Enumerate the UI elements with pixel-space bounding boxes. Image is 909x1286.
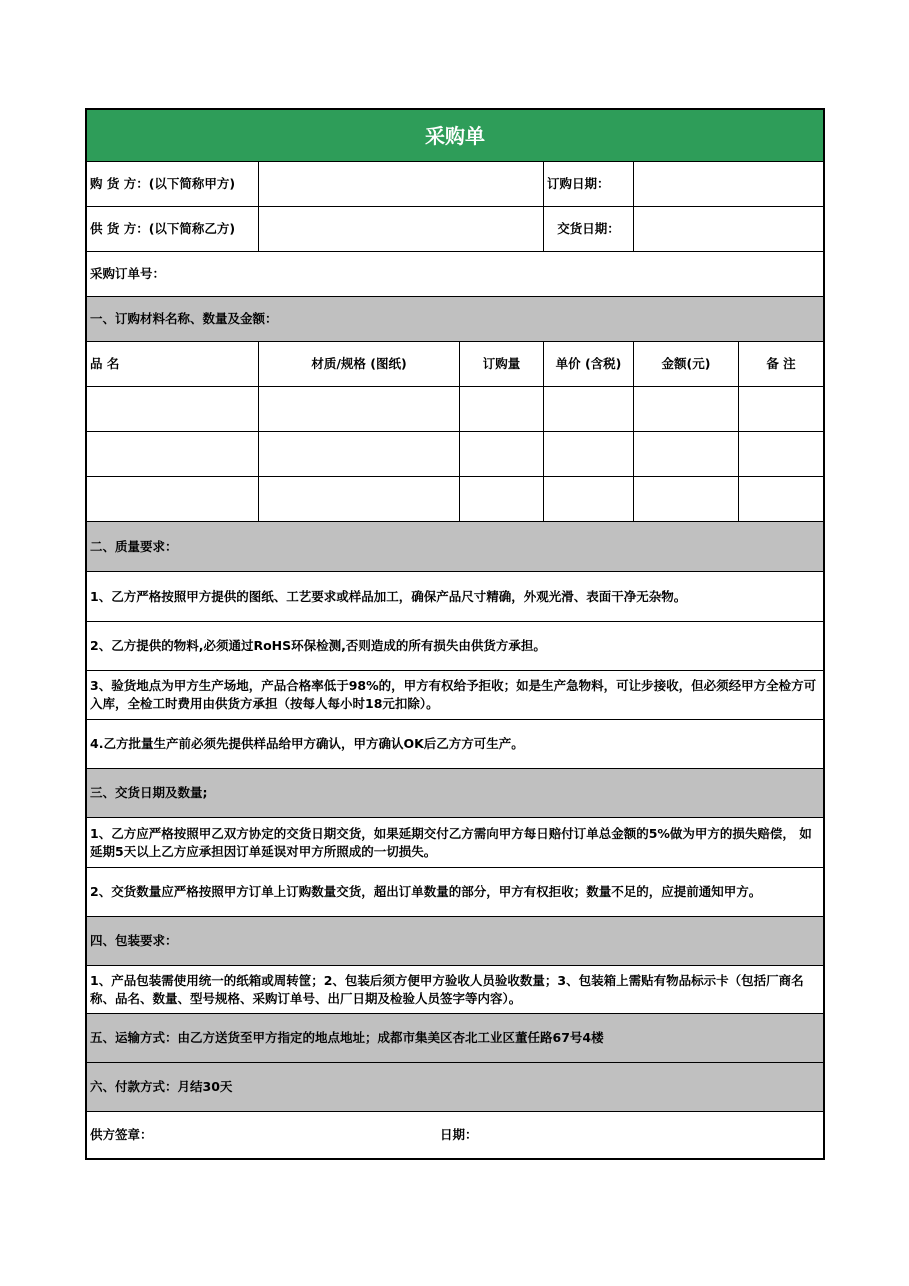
purchase-order-form [85,108,825,1160]
table-cell[interactable] [459,431,543,476]
clause-text: 1、乙方严格按照甲方提供的图纸、工艺要求或样品加工，确保产品尺寸精确，外观光滑、表面干净无杂物。 [87,571,823,621]
signature-label[interactable]: 供方签章： [87,1111,437,1158]
table-cell[interactable] [738,476,823,521]
signature-date-label[interactable]: 日期： [437,1111,823,1158]
order-number-label[interactable]: 采购订单号： [87,251,823,296]
section-heading: 二、质量要求： [87,521,823,571]
table-cell[interactable] [738,386,823,431]
table-cell[interactable] [543,386,633,431]
table-cell[interactable] [459,386,543,431]
table-cell[interactable] [633,386,738,431]
delivery-date-field[interactable] [633,206,823,251]
column-header: 备 注 [738,341,823,386]
clause-text: 4.乙方批量生产前必须先提供样品给甲方确认，甲方确认OK后乙方方可生产。 [87,719,823,768]
table-cell[interactable] [633,476,738,521]
table-cell[interactable] [258,476,459,521]
table-cell[interactable] [258,386,459,431]
table-cell[interactable] [633,431,738,476]
table-cell[interactable] [459,476,543,521]
supplier-label: 供 货 方：(以下简称乙方) [87,206,258,251]
column-header: 订购量 [459,341,543,386]
column-header: 单价 (含税) [543,341,633,386]
table-cell[interactable] [543,476,633,521]
table-cell[interactable] [258,431,459,476]
clause-text: 1、乙方应严格按照甲乙双方协定的交货日期交货，如果延期交付乙方需向甲方每日赔付订单总金额的5%做为甲方的损失赔偿， 如延期5天以上乙方应承担因订单延误对甲方所照成的一切损失。 [87,817,823,867]
supplier-field[interactable] [258,206,543,251]
column-header: 品 名 [87,341,258,386]
page-title: 采购单 [87,110,823,161]
buyer-field[interactable] [258,161,543,206]
table-cell[interactable] [87,476,258,521]
column-header: 材质/规格 (图纸) [258,341,459,386]
section-heading: 三、交货日期及数量; [87,768,823,817]
buyer-label: 购 货 方：(以下简称甲方) [87,161,258,206]
table-cell[interactable] [543,431,633,476]
delivery-date-label: 交货日期： [543,206,633,251]
table-cell[interactable] [87,431,258,476]
section-heading: 四、包装要求： [87,916,823,965]
shipping-method: 五、运输方式：由乙方送货至甲方指定的地点地址；成都市集美区杏北工业区董任路67号4楼 [87,1013,823,1062]
order-date-field[interactable] [633,161,823,206]
clause-text: 2、乙方提供的物料,必须通过RoHS环保检测,否则造成的所有损失由供货方承担。 [87,621,823,670]
payment-method: 六、付款方式：月结30天 [87,1062,823,1111]
table-cell[interactable] [738,431,823,476]
section-heading: 一、订购材料名称、数量及金额： [87,296,823,341]
order-date-label: 订购日期： [543,161,633,206]
table-cell[interactable] [87,386,258,431]
clause-text: 3、验货地点为甲方生产场地，产品合格率低于98%的，甲方有权给予拒收；如是生产急物料，可让步接收，但必须经甲方全检方可入库，全检工时费用由供货方承担（按每人每小时18元扣除）。 [87,670,823,719]
clause-text: 1、产品包装需使用统一的纸箱或周转筐；2、包装后须方便甲方验收人员验收数量；3、包装箱上需贴有物品标示卡（包括厂商名称、品名、数量、型号规格、采购订单号、出厂日期及检验人员签字等内容）。 [87,965,823,1013]
column-header: 金额(元) [633,341,738,386]
clause-text: 2、交货数量应严格按照甲方订单上订购数量交货，超出订单数量的部分，甲方有权拒收；数量不足的，应提前通知甲方。 [87,867,823,916]
